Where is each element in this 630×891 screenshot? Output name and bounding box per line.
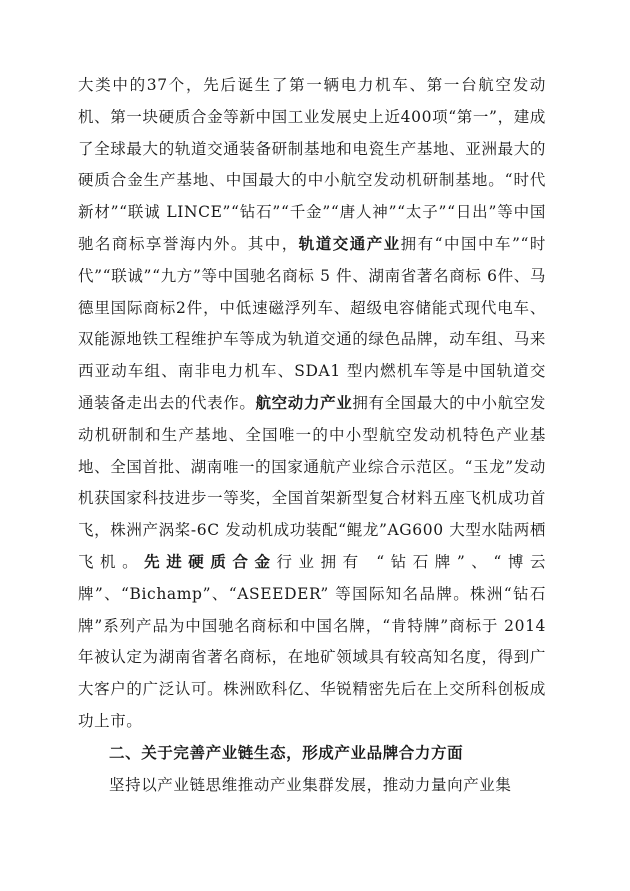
bold-term-rail-transit: 轨道交通产业 xyxy=(298,234,401,253)
paragraph-text: 拥有“中国中车”“时代”“联诚”“九方”等中国驰名商标 5 件、湖南省著名商标 6件、马德里国际商标2件，中低速磁浮列车、超级电容储能式现代电车、双能源地铁工程维护车等成为轨道交通的绿色品牌，动车组、马来西亚动车组、南非电力机车、SDA1 型内燃机车等是中国轨道交通装备走出去的代表作。 xyxy=(78,234,546,412)
paragraph-industry-chain: 坚持以产业链思维推动产业集群发展，推动力量向产业集 xyxy=(109,775,512,794)
paragraph-text: 大类中的37个，先后诞生了第一辆电力机车、第一台航空发动机、第一块硬质合金等新中国工业发展史上近400项“第一”，建成了全球最大的轨道交通装备研制基地和电瓷生产基地、亚洲最大的硬质合金生产基地、中国最大的中小航空发动机研制基地。“时代新材”“联诚 LINCE”“钻石”“千金”“唐人神”“太子”“日出”等中国驰名商标享誉海内外。其中， xyxy=(78,76,546,253)
paragraph-text: 拥有全国最大的中小航空发动机研制和生产基地、全国唯一的中小型航空发动机特色产业基地、全国首批、湖南唯一的国家通航产业综合示范区。“玉龙”发动机获国家科技进步一等奖，全国首架新型复合材料五座飞机成功首飞，株洲产涡桨-6C 发动机成功装配“鲲龙”AG600 大型水陆两栖飞机。 xyxy=(78,393,546,571)
section-heading: 二、关于完善产业链生态，形成产业品牌合力方面 xyxy=(109,743,464,762)
bold-term-aviation-power: 航空动力产业 xyxy=(255,393,353,412)
paragraph-text: 行业拥有 “钻石牌”、“博云牌”、“Bichamp”、“ASEEDER” 等国际知名品牌。株洲“钻石牌”系列产品为中国驰名商标和中国名牌，“肯特牌”商标于 2014 年被认定为湖南省著名商标，在地矿领域具有较高知名度，得到广大客户的广泛认可。株洲欧科亿、华锐精密先后在上交所科创板成功上市。 xyxy=(78,552,546,730)
paragraph-brand-overview xyxy=(78,70,546,738)
bold-term-hard-alloy: 先进硬质合金 xyxy=(144,552,277,571)
document-body xyxy=(78,70,546,801)
